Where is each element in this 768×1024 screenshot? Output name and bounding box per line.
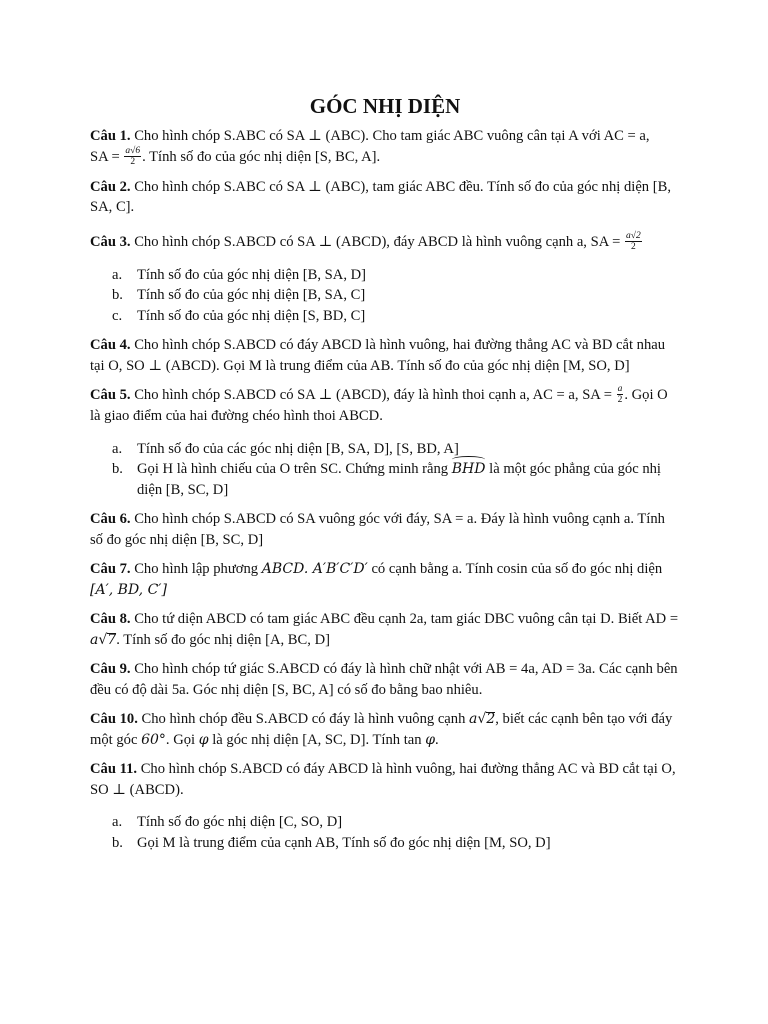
question-2 bbox=[90, 177, 680, 218]
angle-symbol: BHD bbox=[452, 459, 486, 480]
question-number: Câu 4. bbox=[90, 337, 131, 354]
question-text: Cho hình lập phương bbox=[134, 561, 259, 578]
sqrt-sign: √ bbox=[98, 631, 108, 648]
sub-question-list bbox=[90, 812, 680, 853]
sub-question-text: Tính số đo góc nhị diện [C, SO, D] bbox=[137, 814, 343, 831]
question-text: là góc nhị diện [A, SC, D]. Tính tan bbox=[212, 731, 422, 748]
question-number: Câu 1. bbox=[90, 128, 131, 144]
sub-question-a bbox=[90, 439, 680, 460]
sub-question-text: Tính số đo của các góc nhị diện [B, SA, D], [S, BD, A] bbox=[137, 440, 459, 457]
sub-question-c bbox=[90, 306, 680, 327]
sub-question-b bbox=[90, 285, 680, 306]
question-number: Câu 6. bbox=[90, 511, 131, 528]
sub-question-text: Tính số đo của góc nhị diện [B, SA, C] bbox=[137, 287, 366, 304]
sub-question-b bbox=[90, 459, 680, 500]
sub-question-label: a. bbox=[112, 266, 123, 283]
phi-symbol: φ bbox=[198, 731, 209, 748]
question-7 bbox=[90, 559, 680, 600]
question-number: Câu 2. bbox=[90, 178, 131, 195]
sub-question-label: c. bbox=[112, 307, 123, 324]
question-9 bbox=[90, 659, 680, 700]
question-number: Câu 8. bbox=[90, 611, 131, 628]
question-number: Câu 3. bbox=[90, 233, 131, 250]
question-number: Câu 5. bbox=[90, 387, 131, 404]
math-expression: [A′, BD, C′] bbox=[90, 581, 167, 598]
fraction-denominator: 2 bbox=[130, 156, 136, 167]
sqrt-sign: √ bbox=[477, 711, 487, 728]
question-text: Cho hình chóp tứ giác S.ABCD có đáy là hình chữ nhật với AB = 4a, AD = 3a. Các cạnh bên đều có độ dài 5a. Góc nhị diện [S, BC, A] có số đo bằng bao nhiêu. bbox=[90, 661, 678, 698]
fraction bbox=[625, 231, 642, 252]
sub-question-label: a. bbox=[112, 814, 123, 831]
sub-question-label: a. bbox=[112, 440, 123, 457]
question-text: Cho hình chóp S.ABCD có SA ⊥ (ABCD), đáy là hình thoi cạnh a, AC = a, SA = bbox=[134, 387, 612, 404]
question-number: Câu 9. bbox=[90, 661, 131, 678]
question-text: . Gọi O là giao điểm của hai đường chéo hình thoi ABCD. bbox=[90, 387, 668, 425]
sub-question-label: b. bbox=[112, 287, 123, 304]
sub-question-label: b. bbox=[112, 461, 123, 478]
math-expression: ABCD. A′B′C′D′ bbox=[261, 561, 368, 578]
math-expression: a bbox=[469, 711, 478, 728]
question-text: . Tính số đo của góc nhị diện [S, BC, A]. bbox=[142, 148, 381, 165]
fraction-numerator: a√2 bbox=[625, 230, 641, 241]
question-3 bbox=[90, 232, 680, 253]
question-8 bbox=[90, 609, 680, 650]
phi-symbol: φ bbox=[425, 731, 435, 748]
sqrt-radicand: 2 bbox=[486, 711, 496, 728]
question-text: , biết các cạnh bên tạo với đáy một góc bbox=[90, 711, 673, 748]
question-text: Cho hình chóp S.ABCD có đáy ABCD là hình vuông, hai đường thẳng AC và BD cắt tại O, SO ⊥ (ABCD). bbox=[90, 761, 676, 798]
sub-question-a bbox=[90, 812, 680, 833]
question-text: . bbox=[435, 731, 439, 748]
question-text: Cho hình chóp S.ABC có SA ⊥ (ABC), tam giác ABC đều. Tính số đo của góc nhị diện [B, SA, C]. bbox=[90, 178, 671, 216]
question-number: Câu 10. bbox=[90, 711, 138, 728]
question-text: . Tính số đo góc nhị diện [A, BC, D] bbox=[116, 631, 330, 648]
sub-question-text: Tính số đo của góc nhị diện [S, BD, C] bbox=[137, 307, 366, 324]
question-11 bbox=[90, 759, 680, 800]
sub-question-text: Tính số đo của góc nhị diện [B, SA, D] bbox=[137, 266, 367, 283]
question-text: có cạnh bằng a. Tính cosin của số đo góc nhị diện bbox=[371, 561, 663, 578]
fraction-denominator: 2 bbox=[630, 241, 636, 252]
question-10 bbox=[90, 709, 680, 750]
sub-question-list bbox=[90, 265, 680, 327]
sub-question-text: là một góc phẳng của góc nhị diện [B, SC, D] bbox=[137, 461, 661, 498]
question-1 bbox=[90, 126, 680, 168]
sub-question-text: Gọi H là hình chiếu của O trên SC. Chứng minh rằng bbox=[137, 461, 449, 478]
question-text: Cho hình chóp S.ABCD có SA ⊥ (ABCD), đáy ABCD là hình vuông cạnh a, SA = bbox=[134, 233, 621, 250]
question-text: Cho hình chóp đều S.ABCD có đáy là hình vuông cạnh bbox=[141, 711, 466, 728]
fraction-numerator: a√6 bbox=[125, 145, 141, 156]
question-text: Cho hình chóp S.ABCD có SA vuông góc với đáy, SA = a. Đáy là hình vuông cạnh a. Tính số đo góc nhị diện [B, SC, D] bbox=[90, 511, 665, 548]
sub-question-text: Gọi M là trung điểm của cạnh AB, Tính số đo góc nhị diện [M, SO, D] bbox=[137, 834, 551, 851]
question-5 bbox=[90, 385, 680, 427]
math-expression: a bbox=[90, 631, 99, 648]
sub-question-a bbox=[90, 265, 680, 286]
question-number: Câu 11. bbox=[90, 761, 138, 778]
fraction-denominator: 2 bbox=[617, 395, 623, 406]
fraction bbox=[124, 146, 141, 167]
sqrt-radicand: 7 bbox=[107, 631, 117, 648]
question-text: Cho hình chóp S.ABC có SA ⊥ (ABC). Cho tam giác ABC vuông cân tại A với AC = a, bbox=[134, 128, 650, 144]
fraction bbox=[617, 384, 624, 405]
question-6 bbox=[90, 509, 680, 550]
sub-question-b bbox=[90, 833, 680, 854]
question-text: Cho tứ diện ABCD có tam giác ABC đều cạnh 2a, tam giác DBC vuông cân tại D. Biết AD = bbox=[134, 611, 679, 628]
angle-value: 60° bbox=[141, 731, 166, 748]
fraction-numerator: a bbox=[617, 384, 623, 395]
sub-question-list bbox=[90, 439, 680, 501]
question-text: SA = bbox=[90, 148, 120, 165]
sub-question-label: b. bbox=[112, 834, 123, 851]
question-text: Cho hình chóp S.ABCD có đáy ABCD là hình vuông, hai đường thẳng AC và BD cắt nhau tại O, SO ⊥ (ABCD). Gọi M là trung điểm của AB. Tính số đo của góc nhị diện [M, SO, D] bbox=[90, 337, 666, 374]
question-number: Câu 7. bbox=[90, 561, 131, 578]
question-4 bbox=[90, 335, 680, 376]
question-text: . Gọi bbox=[165, 731, 196, 748]
page-title: GÓC NHỊ DIỆN bbox=[309, 94, 461, 118]
